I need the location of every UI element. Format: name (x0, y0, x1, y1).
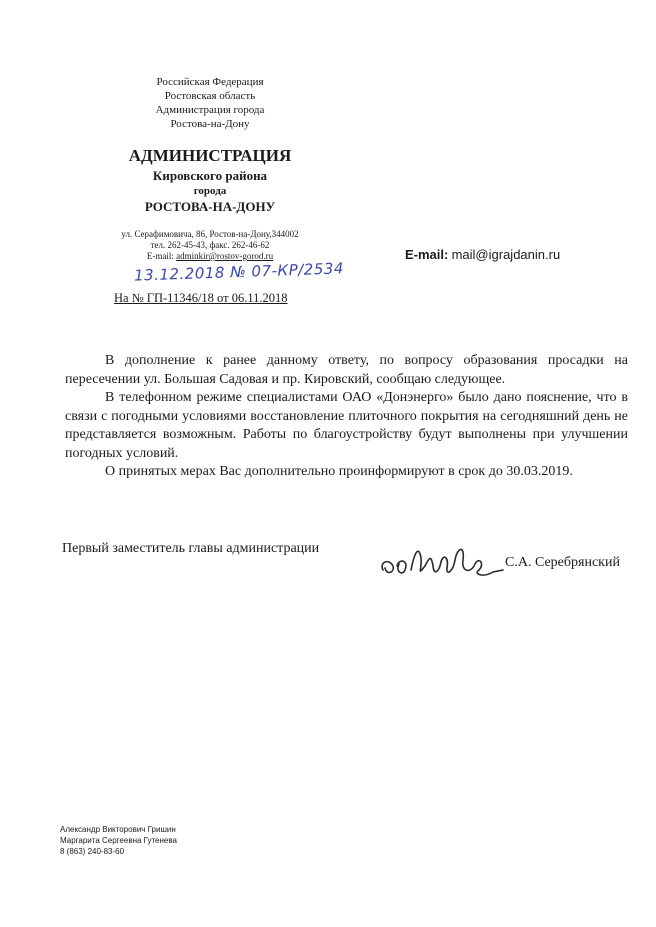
letter-body (65, 352, 628, 482)
executor-name: Маргарита Сергеевна Гутенева (60, 836, 177, 845)
header-country: Российская Федерация (156, 76, 264, 88)
signer-position: Первый заместитель главы администрации (62, 541, 320, 556)
body-paragraph: В телефонном режиме специалистами ОАО «Донэнерго» было дано пояснение, что в связи с погодными условиями восстановление плиточного покрытия на сегодняшний день не представляется возможным. Работы по благоустройству будут выполнены при улучшении погодных условий. (65, 390, 628, 461)
agency-city-word: города (193, 185, 227, 197)
agency-city: РОСТОВА-НА-ДОНУ (144, 199, 276, 214)
signer-name: С.А. Серебрянский (505, 555, 620, 570)
body-paragraph: О принятых мерах Вас дополнительно проинформируют в срок до 30.03.2019. (105, 464, 573, 479)
handwritten-signature (375, 536, 510, 586)
agency-district: Кировского района (152, 168, 268, 183)
agency-title: АДМИНИСТРАЦИЯ (128, 146, 292, 165)
agency-email-label: E-mail: (146, 251, 174, 261)
recipient-email-label: E-mail: (405, 247, 449, 262)
recipient-email-value[interactable]: mail@igrajdanin.ru (451, 247, 561, 262)
body-paragraph: В дополнение к ранее данному ответу, по вопросу образования просадки на пересечении ул. Большая Садовая и пр. Кировский, сообщаю следующее. (65, 353, 628, 387)
header-city: Ростова-на-Дону (170, 118, 250, 130)
agency-phone: тел. 262-45-43, факс. 262-46-62 (150, 240, 270, 250)
handwritten-registration: 13.12.2018 № 07-КР/2534 (133, 259, 345, 285)
agency-email-link[interactable]: adminkir@rostov-gorod.ru (176, 251, 274, 261)
recipient-email (405, 247, 560, 263)
executor-phone: 8 (863) 240-83-60 (60, 847, 125, 856)
executor-footer (60, 824, 177, 857)
reply-reference: На № ГП-11346/18 от 06.11.2018 (114, 291, 288, 305)
executor-name: Александр Викторович Гришин (60, 825, 176, 834)
header-region: Ростовская область (164, 90, 256, 102)
agency-address: ул. Серафимовича, 86, Ростов-на-Дону,344002 (121, 229, 299, 239)
header-administration: Администрация города (155, 104, 265, 116)
